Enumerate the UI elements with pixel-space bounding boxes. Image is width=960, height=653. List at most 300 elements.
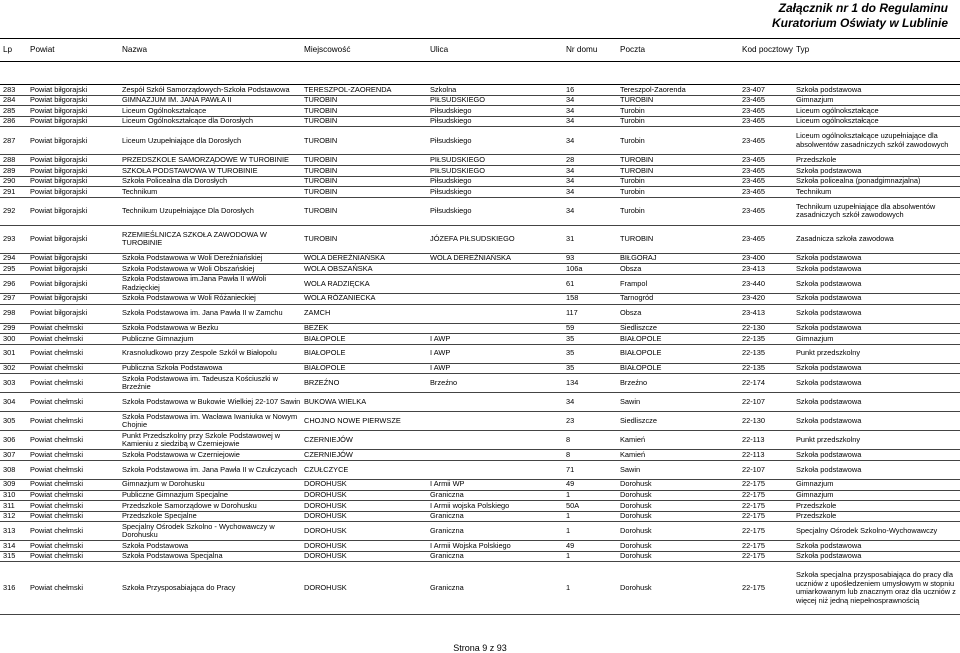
cell-ulica: Brzeźno [427, 374, 563, 393]
cell-ulica: PIŁSUDSKIEGO [427, 95, 563, 106]
cell-nr-domu: 35 [563, 344, 617, 363]
cell-miejscowosc: CZERNIEJÓW [301, 431, 427, 450]
cell-nazwa: Szkoła Podstawowa im. Wacława Iwaniuka w Nowym Chojnie [119, 412, 301, 431]
cell-nazwa: RZEMIEŚLNICZA SZKOŁA ZAWODOWA W TUROBINIE [119, 225, 301, 253]
cell-poczta: Brzeźno [617, 374, 739, 393]
cell-poczta: Dorohusk [617, 541, 739, 552]
cell-typ: Szkoła podstawowa [793, 85, 960, 96]
cell-nazwa: Liceum Uzupełniające dla Dorosłych [119, 127, 301, 155]
cell-typ: Liceum ogólnokształcące uzupełniające dla absolwentów zasadniczych szkół zawodowych [793, 127, 960, 155]
cell-nr-domu: 35 [563, 334, 617, 345]
cell-ulica: Piłsudskiego [427, 116, 563, 127]
cell-kod-pocztowy: 23-465 [739, 197, 793, 225]
cell-nr-domu: 1 [563, 511, 617, 522]
cell-typ: Szkoła podstawowa [793, 450, 960, 461]
cell-kod-pocztowy: 23-465 [739, 176, 793, 187]
table-row [0, 490, 960, 501]
table-row [0, 460, 960, 479]
cell-lp: 288 [0, 155, 27, 166]
cell-kod-pocztowy: 23-465 [739, 127, 793, 155]
cell-poczta: TUROBIN [617, 165, 739, 176]
cell-nr-domu: 31 [563, 225, 617, 253]
cell-miejscowosc: DOROHUSK [301, 562, 427, 615]
cell-powiat: Powiat chełmski [27, 551, 119, 562]
cell-lp: 292 [0, 197, 27, 225]
cell-nr-domu: 1 [563, 562, 617, 615]
cell-miejscowosc: DOROHUSK [301, 479, 427, 490]
cell-powiat: Powiat biłgorajski [27, 85, 119, 96]
cell-ulica [427, 460, 563, 479]
cell-nr-domu: 117 [563, 304, 617, 323]
cell-lp: 311 [0, 501, 27, 512]
cell-miejscowosc: DOROHUSK [301, 541, 427, 552]
cell-kod-pocztowy: 22-113 [739, 450, 793, 461]
cell-lp: 297 [0, 293, 27, 304]
cell-ulica: I AWP [427, 344, 563, 363]
table-row [0, 165, 960, 176]
cell-kod-pocztowy: 22-175 [739, 541, 793, 552]
cell-powiat: Powiat chełmski [27, 431, 119, 450]
cell-kod-pocztowy: 22-107 [739, 460, 793, 479]
cell-kod-pocztowy: 23-413 [739, 264, 793, 275]
cell-nazwa: Gimnazjum w Dorohusku [119, 479, 301, 490]
cell-miejscowosc: CZERNIEJÓW [301, 450, 427, 461]
cell-nr-domu: 35 [563, 363, 617, 374]
table-row [0, 551, 960, 562]
cell-ulica [427, 450, 563, 461]
cell-lp: 301 [0, 344, 27, 363]
cell-kod-pocztowy: 23-465 [739, 165, 793, 176]
cell-miejscowosc: TUROBIN [301, 197, 427, 225]
column-header-ulica: Ulica [427, 39, 563, 62]
cell-lp: 306 [0, 431, 27, 450]
cell-poczta: Tarnogród [617, 293, 739, 304]
cell-powiat: Powiat chełmski [27, 541, 119, 552]
cell-powiat: Powiat biłgorajski [27, 106, 119, 117]
column-header-typ: Typ [793, 39, 960, 62]
cell-lp: 285 [0, 106, 27, 117]
table-row [0, 116, 960, 127]
cell-kod-pocztowy: 22-113 [739, 431, 793, 450]
cell-nazwa: Szkoła Podstawowa w Woli Różanieckiej [119, 293, 301, 304]
cell-nazwa: Szkoła Policealna dla Dorosłych [119, 176, 301, 187]
cell-nr-domu: 134 [563, 374, 617, 393]
cell-nazwa: Szkoła Podstawowa im.Jana Pawła II wWoli Radzięckiej [119, 274, 301, 293]
cell-poczta: Turobin [617, 127, 739, 155]
table-row [0, 431, 960, 450]
cell-kod-pocztowy: 22-107 [739, 393, 793, 412]
cell-powiat: Powiat biłgorajski [27, 197, 119, 225]
cell-ulica [427, 274, 563, 293]
cell-nr-domu: 93 [563, 253, 617, 264]
cell-ulica: Piłsudskiego [427, 187, 563, 198]
cell-nr-domu: 1 [563, 551, 617, 562]
schools-table [0, 38, 960, 615]
cell-kod-pocztowy: 22-135 [739, 363, 793, 374]
cell-typ: Specjalny Ośrodek Szkolno-Wychowawczy [793, 522, 960, 541]
cell-lp: 308 [0, 460, 27, 479]
cell-lp: 295 [0, 264, 27, 275]
cell-typ: Zasadnicza szkoła zawodowa [793, 225, 960, 253]
cell-lp: 287 [0, 127, 27, 155]
cell-typ: Przedszkole [793, 501, 960, 512]
table-row [0, 393, 960, 412]
cell-kod-pocztowy: 23-465 [739, 225, 793, 253]
table-row [0, 344, 960, 363]
cell-poczta: Dorohusk [617, 522, 739, 541]
cell-ulica [427, 412, 563, 431]
cell-nr-domu: 23 [563, 412, 617, 431]
cell-poczta: Turobin [617, 106, 739, 117]
cell-typ: Szkoła podstawowa [793, 253, 960, 264]
cell-nazwa: Szkoła Podstawowa w Woli Dereźniańskiej [119, 253, 301, 264]
cell-kod-pocztowy: 22-135 [739, 344, 793, 363]
column-header-poczta: Poczta [617, 39, 739, 62]
cell-poczta: Obsza [617, 264, 739, 275]
cell-nazwa: Szkoła Podstawowa [119, 541, 301, 552]
cell-lp: 304 [0, 393, 27, 412]
cell-nazwa: Liceum Ogólnokształcące [119, 106, 301, 117]
table-row [0, 374, 960, 393]
cell-poczta: BIAŁOPOLE [617, 334, 739, 345]
cell-nr-domu: 106a [563, 264, 617, 275]
cell-ulica [427, 264, 563, 275]
table-row [0, 501, 960, 512]
cell-kod-pocztowy: 23-465 [739, 187, 793, 198]
cell-ulica: Szkolna [427, 85, 563, 96]
cell-ulica: JÓZEFA PIŁSUDSKIEGO [427, 225, 563, 253]
cell-miejscowosc: DOROHUSK [301, 511, 427, 522]
cell-nazwa: Publiczne Gimnazjum [119, 334, 301, 345]
cell-lp: 290 [0, 176, 27, 187]
cell-miejscowosc: TUROBIN [301, 187, 427, 198]
cell-nazwa: Technikum Uzupełniające Dla Dorosłych [119, 197, 301, 225]
cell-miejscowosc: BIAŁOPOLE [301, 363, 427, 374]
cell-powiat: Powiat biłgorajski [27, 95, 119, 106]
table-row [0, 253, 960, 264]
cell-lp: 310 [0, 490, 27, 501]
table-row [0, 293, 960, 304]
cell-nazwa: Liceum Ogólnokształcące dla Dorosłych [119, 116, 301, 127]
cell-ulica: Graniczna [427, 522, 563, 541]
cell-ulica [427, 393, 563, 412]
cell-nazwa: Przedszkole Samorządowe w Dorohusku [119, 501, 301, 512]
cell-kod-pocztowy: 23-413 [739, 304, 793, 323]
cell-nr-domu: 34 [563, 393, 617, 412]
cell-typ: Punkt przedszkolny [793, 344, 960, 363]
table-row [0, 323, 960, 334]
cell-typ: Szkoła podstawowa [793, 293, 960, 304]
cell-nazwa: Publiczna Szkoła Podstawowa [119, 363, 301, 374]
cell-ulica [427, 293, 563, 304]
cell-powiat: Powiat chełmski [27, 511, 119, 522]
cell-typ: Szkoła podstawowa [793, 541, 960, 552]
table-row [0, 264, 960, 275]
cell-nazwa: PRZEDSZKOLE SAMORZĄDOWE W TUROBINIE [119, 155, 301, 166]
cell-typ: Liceum ogólnokształcące [793, 116, 960, 127]
table-row [0, 95, 960, 106]
cell-kod-pocztowy: 22-135 [739, 334, 793, 345]
cell-kod-pocztowy: 23-465 [739, 95, 793, 106]
cell-nr-domu: 59 [563, 323, 617, 334]
cell-typ: Szkoła podstawowa [793, 374, 960, 393]
cell-ulica: Graniczna [427, 562, 563, 615]
column-header-lp: Lp [0, 39, 27, 62]
cell-lp: 286 [0, 116, 27, 127]
cell-typ: Szkoła podstawowa [793, 551, 960, 562]
cell-poczta: Turobin [617, 197, 739, 225]
cell-lp: 299 [0, 323, 27, 334]
cell-nr-domu: 34 [563, 176, 617, 187]
cell-powiat: Powiat chełmski [27, 334, 119, 345]
cell-nr-domu: 34 [563, 197, 617, 225]
cell-typ: Szkoła podstawowa [793, 363, 960, 374]
cell-poczta: Obsza [617, 304, 739, 323]
cell-miejscowosc: TUROBIN [301, 165, 427, 176]
cell-typ: Przedszkole [793, 511, 960, 522]
cell-powiat: Powiat chełmski [27, 501, 119, 512]
cell-lp: 284 [0, 95, 27, 106]
cell-powiat: Powiat biłgorajski [27, 165, 119, 176]
cell-typ: Liceum ogólnokształcące [793, 106, 960, 117]
table-row [0, 334, 960, 345]
cell-typ: Gimnazjum [793, 479, 960, 490]
cell-kod-pocztowy: 23-400 [739, 253, 793, 264]
cell-miejscowosc: TUROBIN [301, 95, 427, 106]
table-row [0, 562, 960, 615]
cell-powiat: Powiat biłgorajski [27, 274, 119, 293]
cell-poczta: Sawin [617, 393, 739, 412]
cell-typ: Szkoła podstawowa [793, 323, 960, 334]
cell-kod-pocztowy: 23-465 [739, 106, 793, 117]
cell-typ: Szkoła podstawowa [793, 264, 960, 275]
cell-lp: 303 [0, 374, 27, 393]
cell-ulica [427, 323, 563, 334]
cell-powiat: Powiat biłgorajski [27, 293, 119, 304]
cell-kod-pocztowy: 22-175 [739, 551, 793, 562]
cell-poczta: Siedliszcze [617, 323, 739, 334]
cell-ulica: I Armii wojska Polskiego [427, 501, 563, 512]
cell-poczta: Turobin [617, 176, 739, 187]
cell-ulica: Piłsudskiego [427, 176, 563, 187]
table-row [0, 155, 960, 166]
cell-nazwa: SZKOŁA PODSTAWOWA W TUROBINIE [119, 165, 301, 176]
cell-lp: 293 [0, 225, 27, 253]
cell-powiat: Powiat chełmski [27, 460, 119, 479]
cell-poczta: Dorohusk [617, 511, 739, 522]
cell-ulica: WOLA DEREŹNIAŃSKA [427, 253, 563, 264]
cell-lp: 312 [0, 511, 27, 522]
cell-nazwa: Szkoła Podstawowa Specjalna [119, 551, 301, 562]
cell-nr-domu: 34 [563, 187, 617, 198]
table-body [0, 85, 960, 615]
cell-poczta: Turobin [617, 116, 739, 127]
cell-poczta: Dorohusk [617, 501, 739, 512]
column-header-miejscowosc: Miejscowość [301, 39, 427, 62]
cell-nr-domu: 1 [563, 490, 617, 501]
cell-typ: Punkt przedszkolny [793, 431, 960, 450]
table-row [0, 363, 960, 374]
cell-powiat: Powiat chełmski [27, 562, 119, 615]
cell-miejscowosc: CZUŁCZYCE [301, 460, 427, 479]
cell-powiat: Powiat chełmski [27, 393, 119, 412]
cell-miejscowosc: BRZEŹNO [301, 374, 427, 393]
cell-miejscowosc: TUROBIN [301, 176, 427, 187]
cell-typ: Gimnazjum [793, 95, 960, 106]
cell-nazwa: Szkoła Podstawowa w Czerniejowie [119, 450, 301, 461]
cell-nr-domu: 16 [563, 85, 617, 96]
cell-typ: Przedszkole [793, 155, 960, 166]
cell-miejscowosc: TUROBIN [301, 106, 427, 117]
cell-miejscowosc: BIAŁOPOLE [301, 334, 427, 345]
cell-nazwa: Krasnoludkowo przy Zespole Szkół w Białopolu [119, 344, 301, 363]
cell-miejscowosc: DOROHUSK [301, 501, 427, 512]
cell-powiat: Powiat chełmski [27, 479, 119, 490]
cell-kod-pocztowy: 22-175 [739, 479, 793, 490]
cell-nr-domu: 34 [563, 95, 617, 106]
cell-miejscowosc: ZAMCH [301, 304, 427, 323]
cell-nr-domu: 28 [563, 155, 617, 166]
table-row [0, 197, 960, 225]
cell-nazwa: Szkoła Podstawowa im. Tadeusza Kościuszki w Brzeźnie [119, 374, 301, 393]
cell-nr-domu: 34 [563, 165, 617, 176]
cell-ulica [427, 431, 563, 450]
cell-nr-domu: 34 [563, 106, 617, 117]
cell-typ: Szkoła podstawowa [793, 412, 960, 431]
cell-powiat: Powiat biłgorajski [27, 155, 119, 166]
cell-kod-pocztowy: 22-174 [739, 374, 793, 393]
table-row [0, 511, 960, 522]
cell-lp: 302 [0, 363, 27, 374]
cell-typ: Gimnazjum [793, 334, 960, 345]
cell-poczta: Kamień [617, 450, 739, 461]
table-row [0, 522, 960, 541]
cell-nr-domu: 158 [563, 293, 617, 304]
cell-poczta: Turobin [617, 187, 739, 198]
cell-poczta: Tereszpol-Zaorenda [617, 85, 739, 96]
column-header-nr-domu: Nr domu [563, 39, 617, 62]
cell-powiat: Powiat biłgorajski [27, 176, 119, 187]
cell-typ: Szkoła policealna (ponadgimnazjalna) [793, 176, 960, 187]
cell-miejscowosc: WOLA OBSZAŃSKA [301, 264, 427, 275]
cell-lp: 316 [0, 562, 27, 615]
table-row [0, 225, 960, 253]
cell-kod-pocztowy: 23-465 [739, 116, 793, 127]
cell-lp: 305 [0, 412, 27, 431]
cell-kod-pocztowy: 22-130 [739, 412, 793, 431]
cell-poczta: BIŁGORAJ [617, 253, 739, 264]
cell-poczta: Frampol [617, 274, 739, 293]
cell-miejscowosc: CHOJNO NOWE PIERWSZE [301, 412, 427, 431]
cell-nr-domu: 8 [563, 450, 617, 461]
cell-ulica: Piłsudskiego [427, 197, 563, 225]
cell-miejscowosc: DOROHUSK [301, 551, 427, 562]
cell-miejscowosc: BIAŁOPOLE [301, 344, 427, 363]
cell-miejscowosc: TERESZPOL-ZAORENDA [301, 85, 427, 96]
table-row [0, 450, 960, 461]
cell-typ: Gimnazjum [793, 490, 960, 501]
cell-lp: 307 [0, 450, 27, 461]
cell-nazwa: Szkoła Przysposabiająca do Pracy [119, 562, 301, 615]
cell-kod-pocztowy: 23-440 [739, 274, 793, 293]
cell-ulica: PIŁSUDSKIEGO [427, 165, 563, 176]
table-row [0, 304, 960, 323]
cell-ulica: I AWP [427, 363, 563, 374]
table-header-row [0, 39, 960, 62]
cell-nazwa: Szkoła Podstawowa im. Jana Pawła II w Zamchu [119, 304, 301, 323]
cell-ulica: Graniczna [427, 511, 563, 522]
cell-nazwa: Punkt Przedszkolny przy Szkole Podstawowej w Kamieniu z siedzibą w Czerniejowie [119, 431, 301, 450]
cell-ulica: PIŁSUDSKIEGO [427, 155, 563, 166]
cell-miejscowosc: BEZEK [301, 323, 427, 334]
cell-miejscowosc: TUROBIN [301, 127, 427, 155]
cell-miejscowosc: WOLA RADZIĘCKA [301, 274, 427, 293]
cell-nr-domu: 34 [563, 127, 617, 155]
cell-nazwa: Szkoła Podstawowa w Bezku [119, 323, 301, 334]
cell-ulica [427, 304, 563, 323]
header-attachment-line: Załącznik nr 1 do Regulaminu [778, 1, 948, 15]
cell-nr-domu: 71 [563, 460, 617, 479]
table-row [0, 412, 960, 431]
cell-nazwa: Szkoła Podstawowa w Woli Obszańskiej [119, 264, 301, 275]
cell-miejscowosc: DOROHUSK [301, 522, 427, 541]
table-row [0, 85, 960, 96]
cell-powiat: Powiat chełmski [27, 412, 119, 431]
cell-lp: 300 [0, 334, 27, 345]
cell-powiat: Powiat biłgorajski [27, 116, 119, 127]
cell-nr-domu: 8 [563, 431, 617, 450]
cell-ulica: Piłsudskiego [427, 106, 563, 117]
cell-ulica: I Armii Wojska Polskiego [427, 541, 563, 552]
cell-nazwa: GIMNAZJUM IM. JANA PAWŁA II [119, 95, 301, 106]
cell-powiat: Powiat chełmski [27, 344, 119, 363]
cell-ulica: Graniczna [427, 490, 563, 501]
cell-powiat: Powiat chełmski [27, 323, 119, 334]
cell-nazwa: Specjalny Ośrodek Szkolno - Wychowawczy w Dorohusku [119, 522, 301, 541]
cell-poczta: Dorohusk [617, 551, 739, 562]
cell-miejscowosc: WOLA RÓŻANIECKA [301, 293, 427, 304]
cell-ulica: Graniczna [427, 551, 563, 562]
table-row [0, 187, 960, 198]
cell-powiat: Powiat chełmski [27, 363, 119, 374]
table-row [0, 127, 960, 155]
cell-powiat: Powiat biłgorajski [27, 304, 119, 323]
cell-poczta: TUROBIN [617, 225, 739, 253]
cell-typ: Szkoła podstawowa [793, 274, 960, 293]
cell-powiat: Powiat biłgorajski [27, 127, 119, 155]
cell-kod-pocztowy: 23-407 [739, 85, 793, 96]
cell-poczta: TUROBIN [617, 95, 739, 106]
column-header-nazwa: Nazwa [119, 39, 301, 62]
cell-miejscowosc: TUROBIN [301, 225, 427, 253]
cell-typ: Szkoła podstawowa [793, 393, 960, 412]
cell-nazwa: Technikum [119, 187, 301, 198]
cell-powiat: Powiat biłgorajski [27, 264, 119, 275]
cell-kod-pocztowy: 22-175 [739, 501, 793, 512]
cell-poczta: Siedliszcze [617, 412, 739, 431]
cell-powiat: Powiat biłgorajski [27, 253, 119, 264]
table-row [0, 541, 960, 552]
cell-poczta: Sawin [617, 460, 739, 479]
cell-powiat: Powiat chełmski [27, 450, 119, 461]
cell-powiat: Powiat biłgorajski [27, 225, 119, 253]
cell-miejscowosc: BUKOWA WIELKA [301, 393, 427, 412]
cell-typ: Technikum [793, 187, 960, 198]
cell-kod-pocztowy: 23-420 [739, 293, 793, 304]
cell-lp: 283 [0, 85, 27, 96]
cell-kod-pocztowy: 23-465 [739, 155, 793, 166]
cell-kod-pocztowy: 22-175 [739, 522, 793, 541]
